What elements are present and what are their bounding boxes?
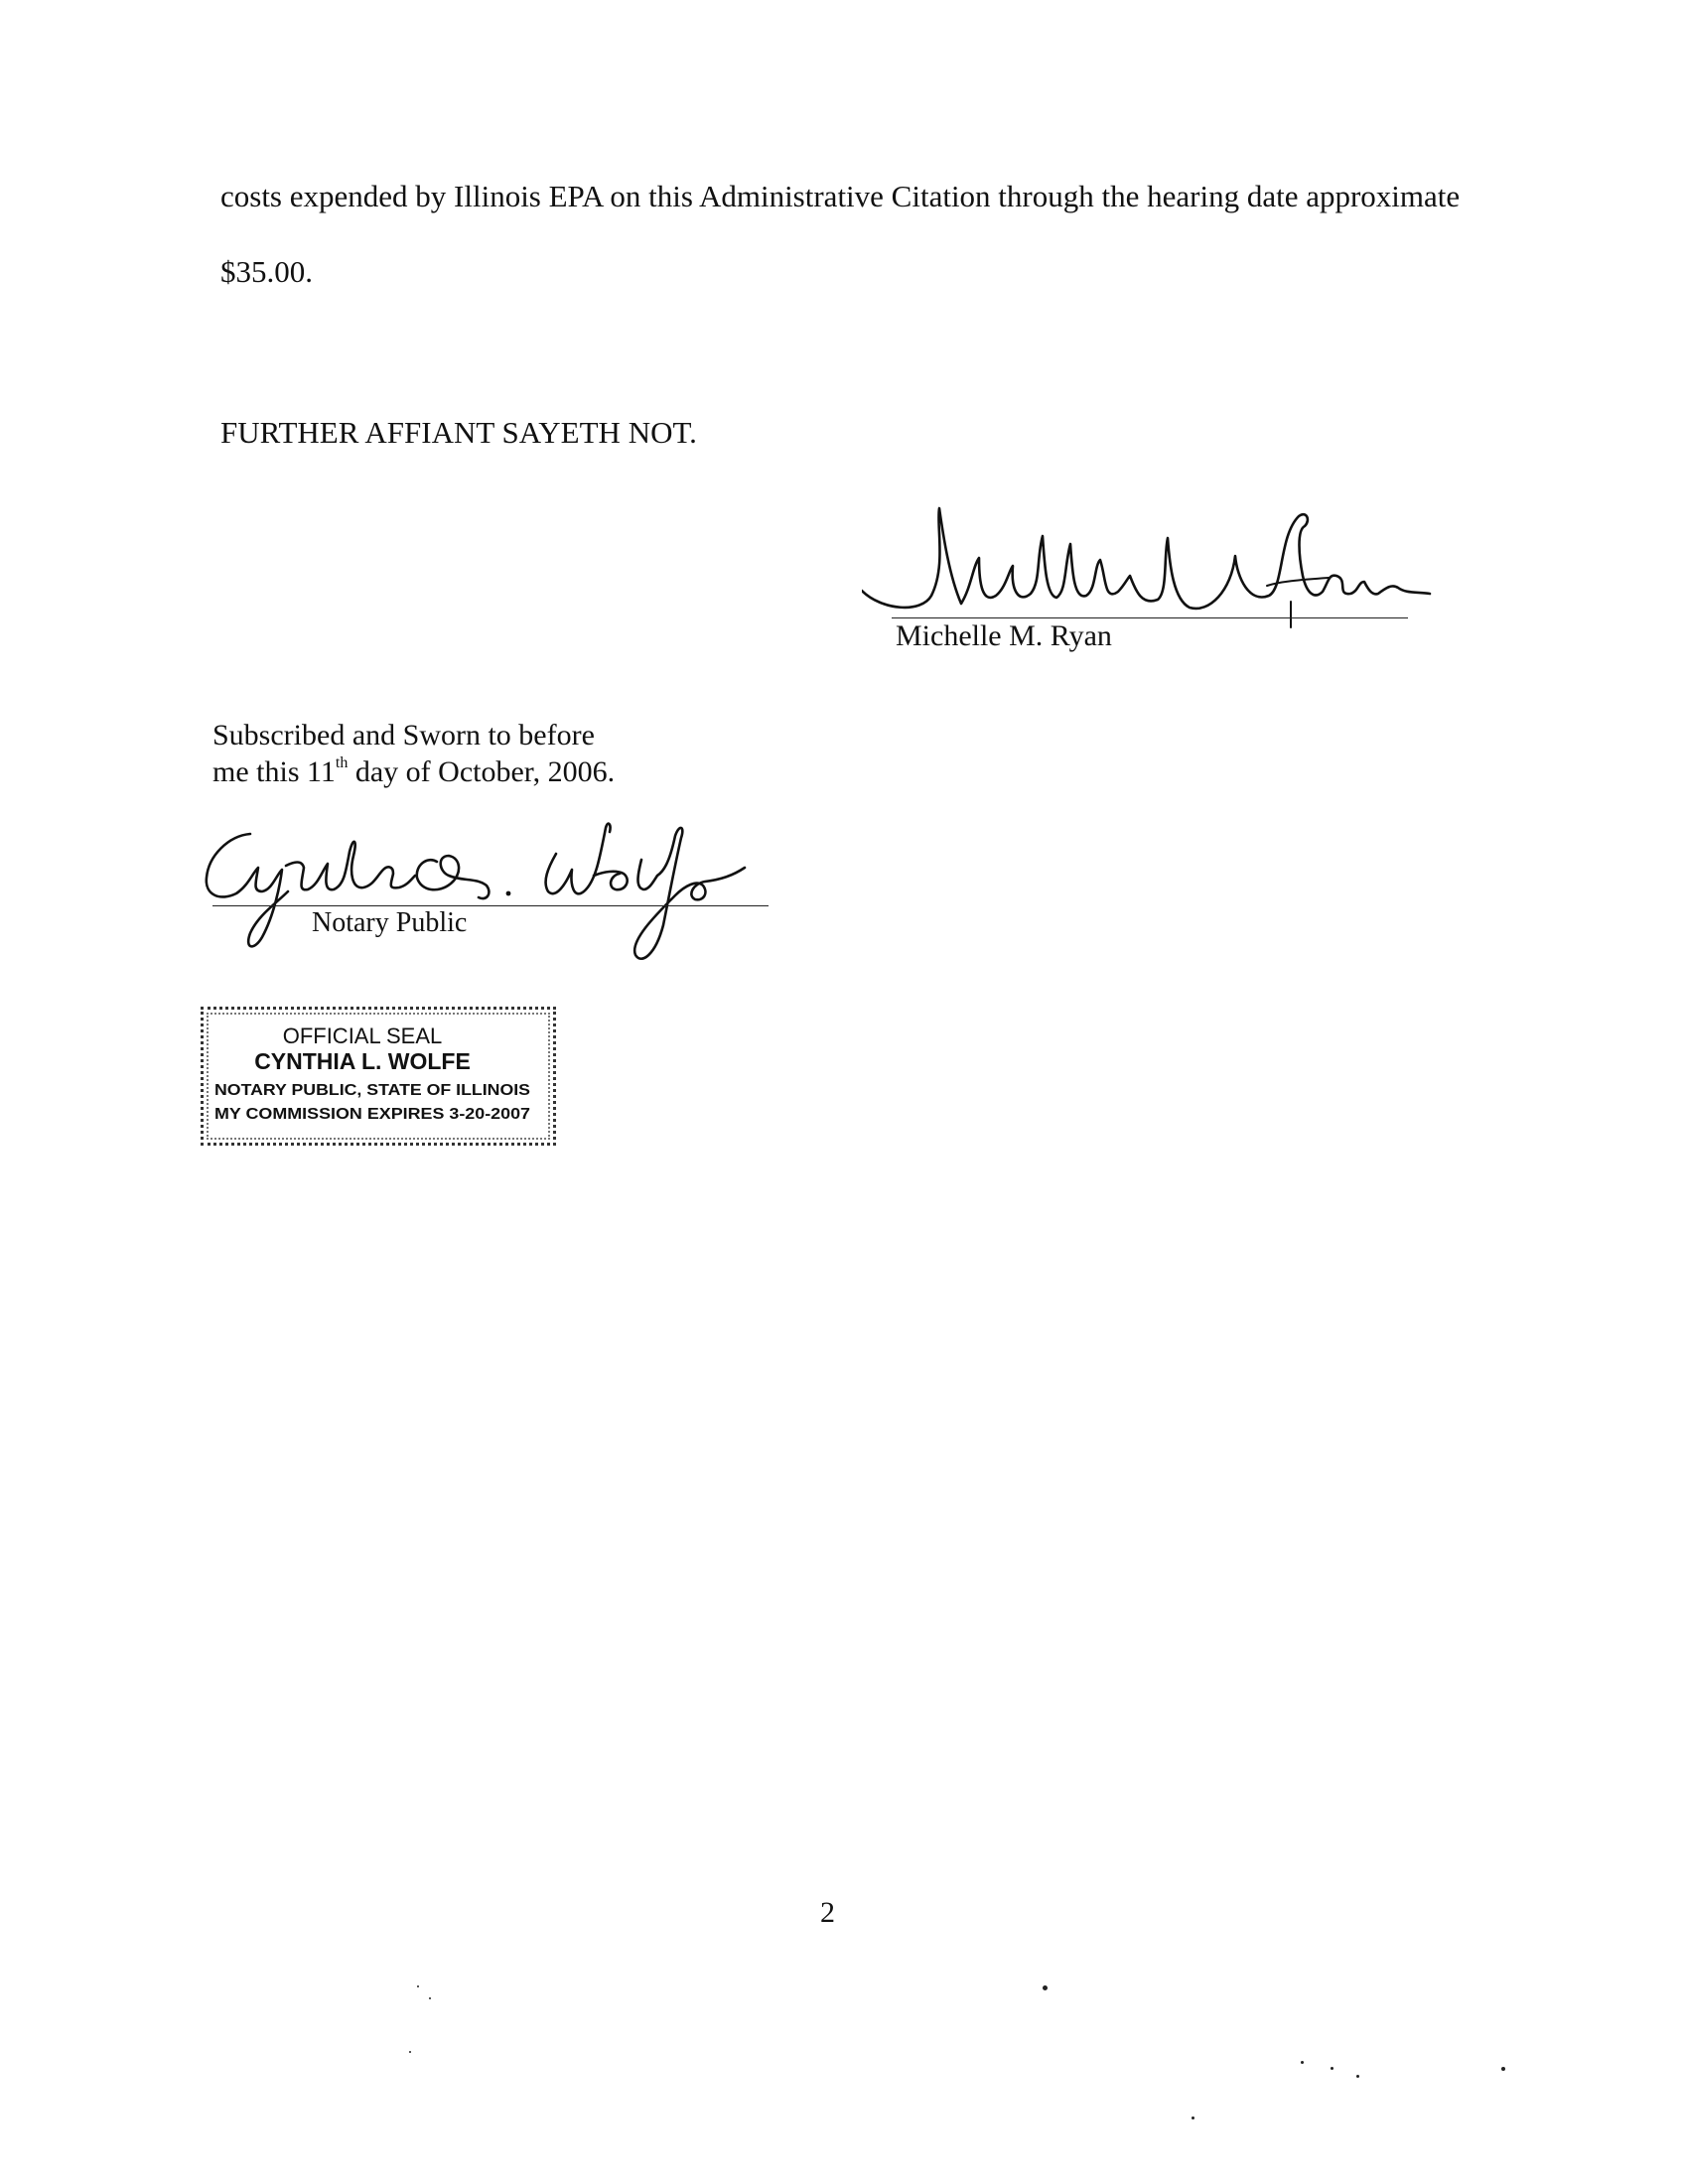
affiant-signature-line	[892, 617, 1408, 618]
scan-speck	[1356, 2075, 1359, 2078]
seal-lettering	[204, 1010, 553, 1143]
jurat-prefix: me this 11	[212, 755, 336, 788]
seal-line-4: MY COMMISSION EXPIRES 3-20-2007	[214, 1106, 531, 1123]
notary-signature	[189, 816, 824, 985]
jurat-line-2	[212, 754, 615, 790]
scan-speck	[409, 2051, 411, 2053]
scan-speck	[1331, 2067, 1333, 2070]
amount-line: $35.00.	[220, 254, 313, 289]
official-seal-stamp	[201, 1007, 556, 1146]
jurat-ordinal: th	[335, 754, 349, 771]
seal-line-3: NOTARY PUBLIC, STATE OF ILLINOIS	[214, 1082, 531, 1099]
notary-signature-line	[212, 905, 769, 906]
further-affiant-line: FURTHER AFFIANT SAYETH NOT.	[220, 415, 697, 450]
costs-paragraph-line: costs expended by Illinois EPA on this Administrative Citation through the hearing date approximate	[220, 179, 1461, 213]
notary-public-label: Notary Public	[312, 907, 468, 938]
scan-speck	[1301, 2061, 1304, 2064]
scan-speck	[1501, 2067, 1505, 2071]
affiant-name: Michelle M. Ryan	[896, 619, 1112, 652]
scan-speck	[429, 1997, 431, 1999]
seal-line-1: OFFICIAL SEAL	[282, 1024, 443, 1048]
jurat-suffix: day of October, 2006.	[348, 755, 616, 788]
jurat-line-1: Subscribed and Sworn to before	[212, 719, 595, 751]
scan-speck	[1043, 1985, 1048, 1990]
scan-speck	[1192, 2116, 1194, 2119]
scan-speck	[417, 1985, 419, 1987]
page-number: 2	[820, 1896, 835, 1929]
seal-line-2: CYNTHIA L. WOLFE	[254, 1048, 471, 1074]
